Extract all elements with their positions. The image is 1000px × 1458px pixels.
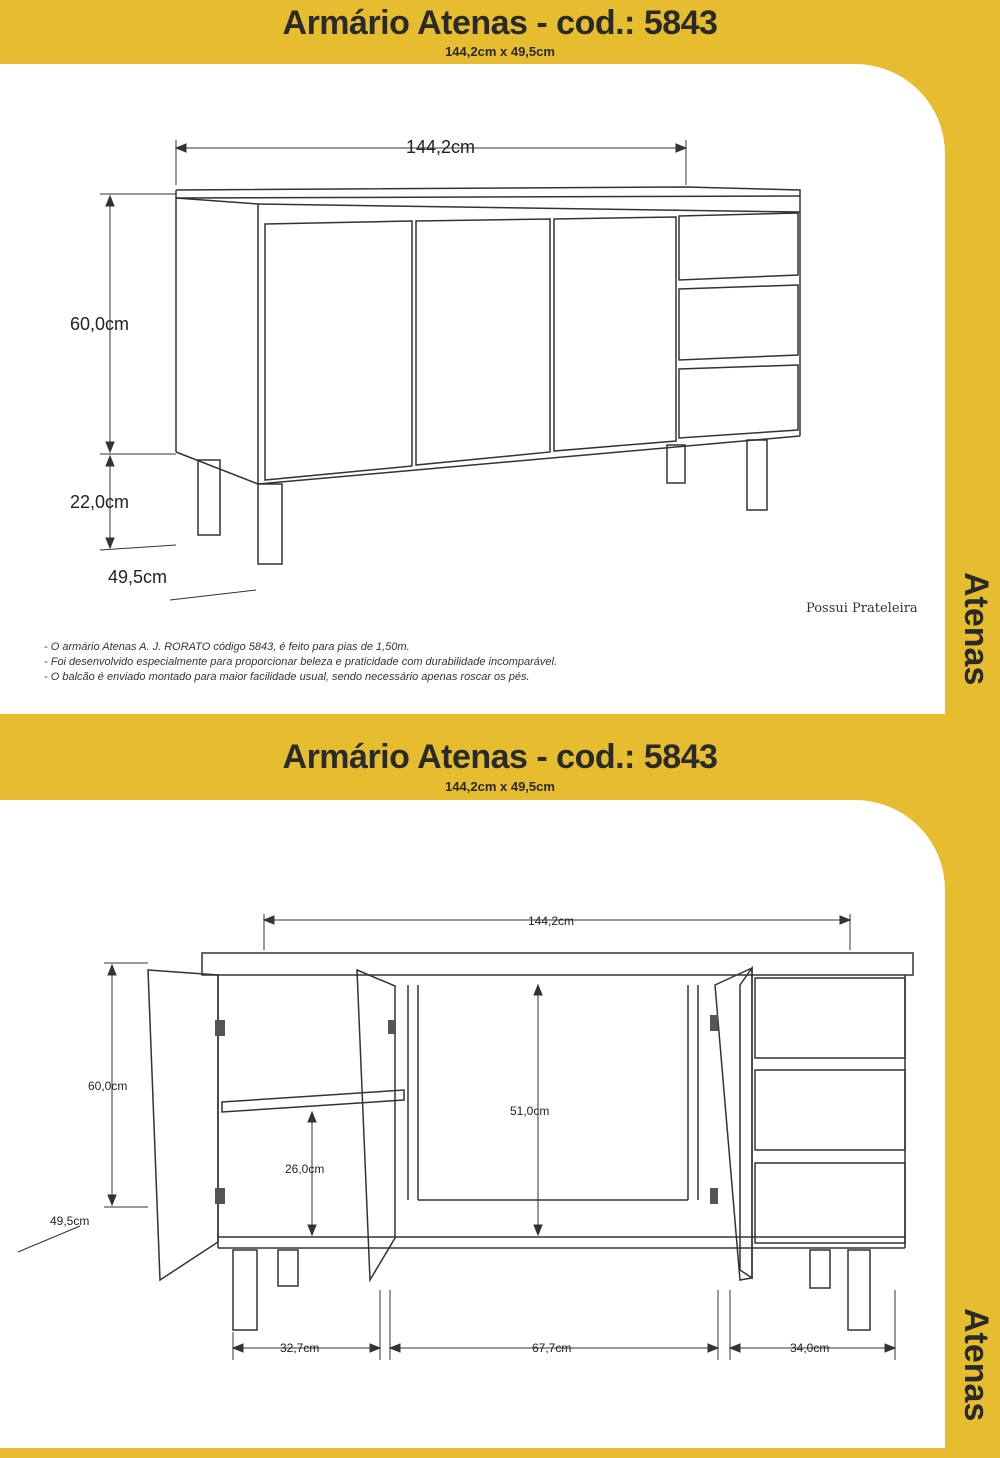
center-width-dimension: 67,7cm <box>532 1341 572 1355</box>
width-dimension-top: 144,2cm <box>406 137 476 157</box>
dimensions-subtitle-top: 144,2cm x 49,5cm <box>445 44 555 59</box>
page-title-top: Armário Atenas - cod.: 5843 <box>282 4 718 42</box>
legs-dimension-top: 22,0cm <box>70 492 130 512</box>
note-line: - O armário Atenas A. J. RORATO código 5843, é feito para pias de 1,50m. <box>44 641 410 653</box>
inner-height-dimension: 51,0cm <box>510 1104 550 1118</box>
right-width-dimension: 34,0cm <box>790 1341 830 1355</box>
height-dimension-top: 60,0cm <box>70 314 130 334</box>
width-dimension-bottom: 144,2cm <box>528 914 575 928</box>
dimensions-subtitle-bottom: 144,2cm x 49,5cm <box>445 779 555 794</box>
depth-dimension-top: 49,5cm <box>108 567 168 587</box>
side-label-bottom: Atenas <box>957 1308 995 1422</box>
height-dimension-bottom: 60,0cm <box>88 1079 128 1093</box>
left-width-dimension: 32,7cm <box>280 1341 320 1355</box>
shelf-height-dimension: 26,0cm <box>285 1162 325 1176</box>
note-line: - Foi desenvolvido especialmente para proporcionar beleza e praticidade com durabilidade incomparável. <box>44 656 558 668</box>
side-label-top: Atenas <box>957 572 995 686</box>
shelf-note: Possui Prateleira <box>806 601 918 616</box>
depth-dimension-bottom: 49,5cm <box>50 1214 90 1228</box>
page-title-bottom: Armário Atenas - cod.: 5843 <box>282 738 718 776</box>
note-line: - O balcão é enviado montado para maior facilidade usual, sendo necessário apenas roscar os pés. <box>44 671 530 683</box>
